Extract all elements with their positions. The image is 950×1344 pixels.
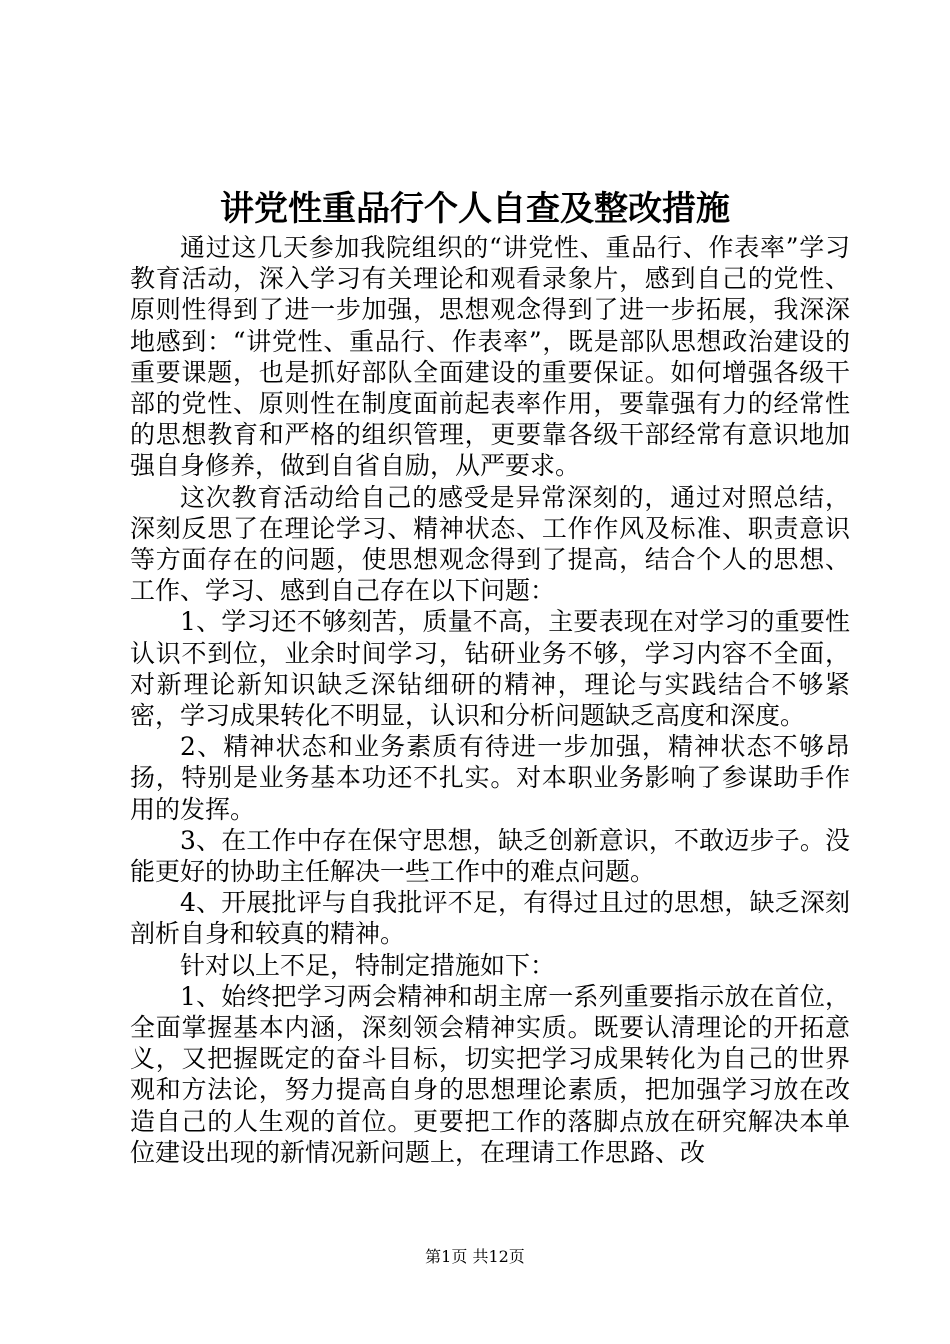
paragraph-problem-2: 2、精神状态和业务素质有待进一步加强，精神状态不够昂扬，特别是业务基本功还不扎实。对本职业务影响了参谋助手作用的发挥。 xyxy=(130,732,850,824)
paragraph-problem-4: 4、开展批评与自我批评不足，有得过且过的思想，缺乏深刻剖析自身和较真的精神。 xyxy=(130,888,850,949)
paragraph-problem-3: 3、在工作中存在保守思想，缺乏创新意识，不敢迈步子。没能更好的协助主任解决一些工作中的难点问题。 xyxy=(130,825,850,887)
paragraph-reflection: 这次教育活动给自己的感受是异常深刻的，通过对照总结，深刻反思了在理论学习、精神状态、工作作风及标准、职责意识等方面存在的问题，使思想观念得到了提高，结合个人的思想、工作、学习、感到自己存在以下问题： xyxy=(130,482,850,606)
document-body xyxy=(130,232,850,1168)
document-title: 讲党性重品行个人自查及整改措施 xyxy=(220,189,730,229)
paragraph-problem-1: 1、学习还不够刻苦，质量不高，主要表现在对学习的重要性认识不到位，业余时间学习，钻研业务不够，学习内容不全面，对新理论新知识缺乏深钻细研的精神，理论与实践结合不够紧密，学习成果转化不明显，认识和分析问题缺乏高度和深度。 xyxy=(130,607,850,731)
paragraph-measure-1: 1、始终把学习两会精神和胡主席一系列重要指示放在首位，全面掌握基本内涵，深刻领会精神实质。既要认清理论的开拓意义，又把握既定的奋斗目标，切实把学习成果转化为自己的世界观和方法论，努力提高自身的思想理论素质，把加强学习放在改造自己的人生观的首位。更要把工作的落脚点放在研究解决本单位建设出现的新情况新问题上，在理请工作思路、改 xyxy=(130,981,850,1167)
paragraph-measures-intro: 针对以上不足，特制定措施如下： xyxy=(180,950,556,980)
paragraph-intro: 通过这几天参加我院组织的“讲党性、重品行、作表率”学习教育活动，深入学习有关理论和观看录象片，感到自己的党性、原则性得到了进一步加强，思想观念得到了进一步拓展，我深深地感到：“讲党性、重品行、作表率”，既是部队思想政治建设的重要课题，也是抓好部队全面建设的重要保证。如何增强各级干部的党性、原则性在制度面前起表率作用，要靠强有力的经常性的思想教育和严格的组织管理，更要靠各级干部经常有意识地加强自身修养，做到自省自励，从严要求。 xyxy=(130,233,850,481)
page-footer: 第1页 共12页 xyxy=(425,1247,525,1266)
